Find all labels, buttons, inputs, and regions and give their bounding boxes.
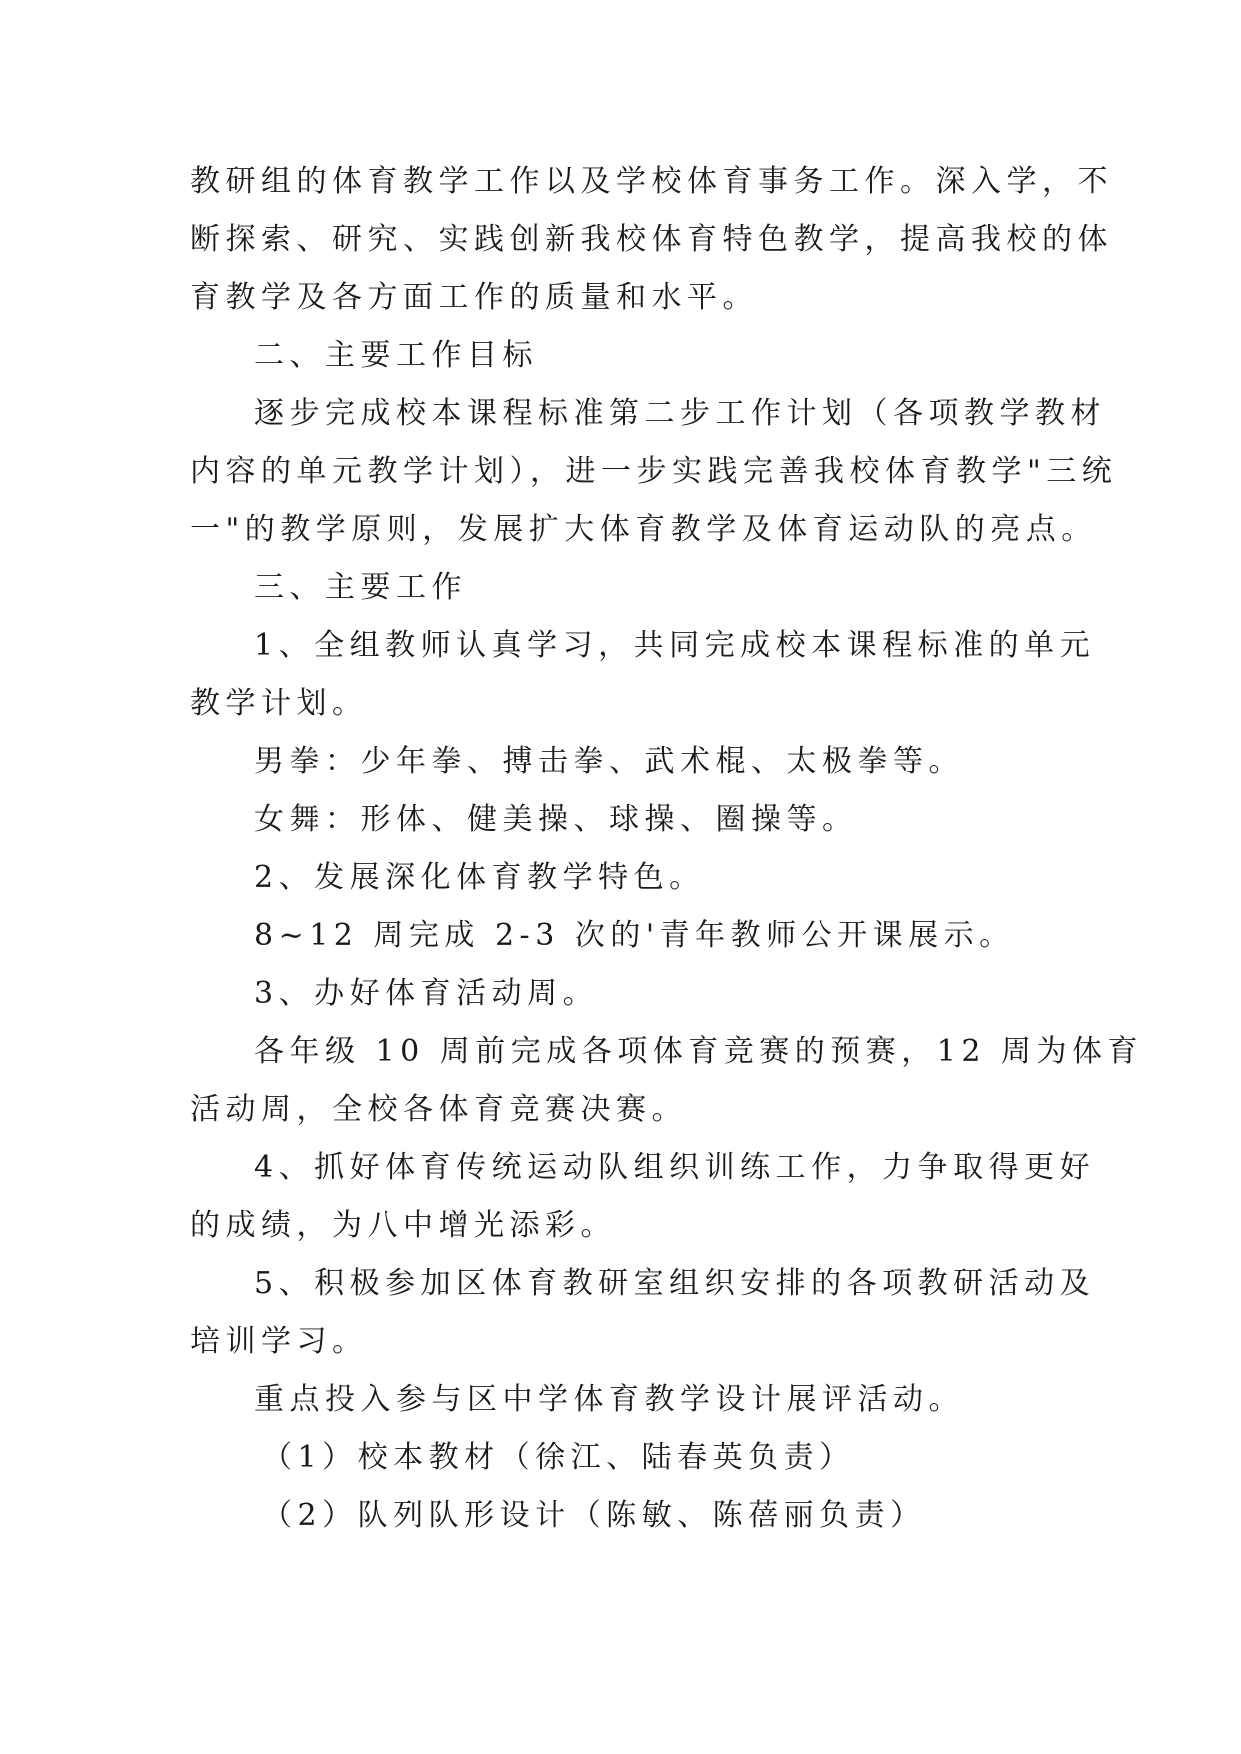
paragraph-line: 教研组的体育教学工作以及学校体育事务工作。深入学，不 <box>190 164 1113 199</box>
list-item-line: 的成绩，为八中增光添彩。 <box>190 1208 616 1243</box>
section-heading: 二、主要工作目标 <box>254 338 538 373</box>
list-item-line: 3、办好体育活动周。 <box>254 976 599 1011</box>
list-item-line: 教学计划。 <box>190 686 368 721</box>
paragraph-line: 逐步完成校本课程标准第二步工作计划（各项教学教材 <box>254 396 1106 431</box>
sub-list-item: （2）队列队形设计（陈敏、陈蓓丽负责） <box>262 1498 926 1533</box>
sub-list-item: （1）校本教材（徐江、陆春英负责） <box>262 1440 855 1475</box>
paragraph-line: 一"的教学原则，发展扩大体育教学及体育运动队的亮点。 <box>190 512 1097 547</box>
paragraph-line: 各年级 10 周前完成各项体育竞赛的预赛，12 周为体育 <box>254 1034 1143 1069</box>
list-item-line: 1、全组教师认真学习，共同完成校本课程标准的单元 <box>254 628 1096 663</box>
paragraph-line: 育教学及各方面工作的质量和水平。 <box>190 280 758 315</box>
paragraph-line: 男拳：少年拳、搏击拳、武术棍、太极拳等。 <box>254 744 964 779</box>
list-item-line: 4、抓好体育传统运动队组织训练工作，力争取得更好 <box>254 1150 1096 1185</box>
list-item-line: 培训学习。 <box>190 1324 368 1359</box>
list-item-line: 2、发展深化体育教学特色。 <box>254 860 705 895</box>
paragraph-line: 女舞：形体、健美操、球操、圈操等。 <box>254 802 858 837</box>
paragraph-line: 断探索、研究、实践创新我校体育特色教学，提高我校的体 <box>190 222 1113 257</box>
paragraph-line: 内容的单元教学计划），进一步实践完善我校体育教学"三统 <box>190 454 1118 489</box>
paragraph-line: 8~12 周完成 2-3 次的'青年教师公开课展示。 <box>254 918 1015 953</box>
paragraph-line: 重点投入参与区中学体育教学设计展评活动。 <box>254 1382 964 1417</box>
section-heading: 三、主要工作 <box>254 570 467 605</box>
list-item-line: 5、积极参加区体育教研室组织安排的各项教研活动及 <box>254 1266 1096 1301</box>
paragraph-line: 活动周，全校各体育竞赛决赛。 <box>190 1092 687 1127</box>
